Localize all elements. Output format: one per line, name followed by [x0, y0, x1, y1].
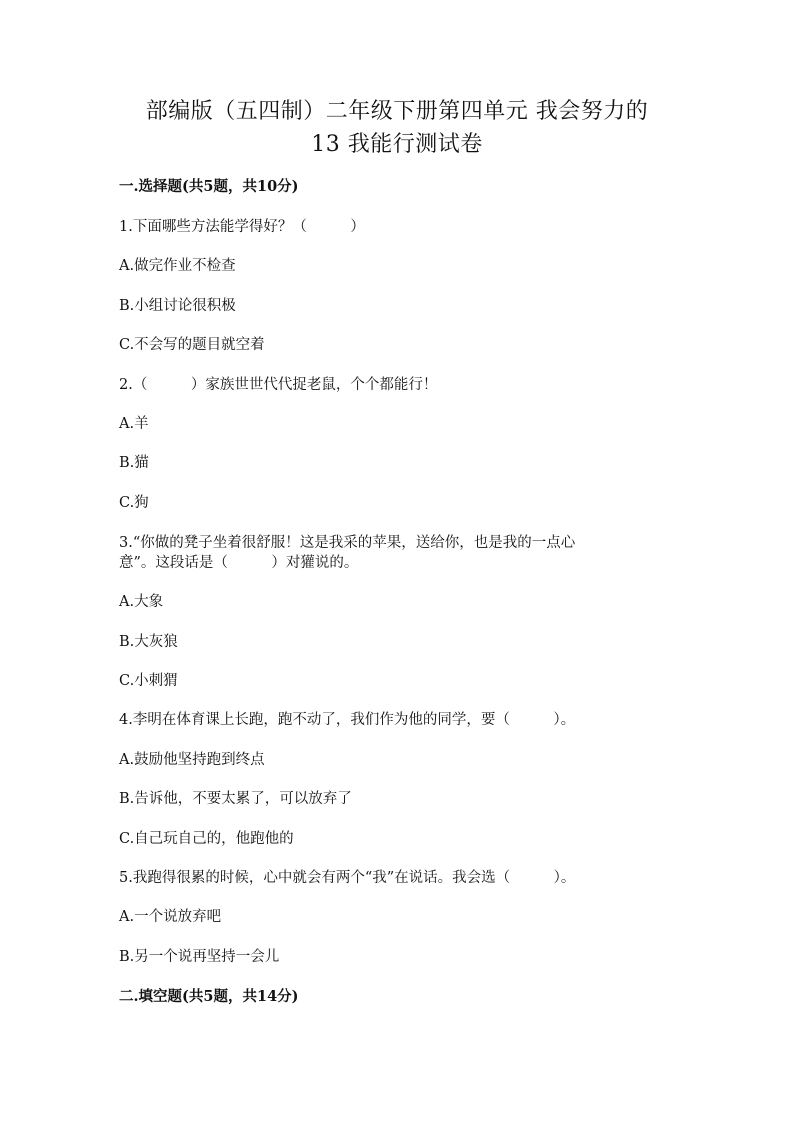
question-4-option-c: C.自己玩自己的，他跑他的	[119, 831, 294, 847]
question-4-option-b: B.告诉他，不要太累了，可以放弃了	[119, 791, 352, 807]
exam-title-line-1: 部编版（五四制）二年级下册第四单元 我会努力的	[145, 99, 649, 124]
question-3-stem-line-1: 3.“你做的凳子坐着很舒服！这是我采的苹果，送给你，也是我的一点心	[119, 535, 576, 551]
question-1-option-b: B.小组讨论很积极	[119, 298, 236, 314]
question-3-option-a: A.大象	[119, 594, 164, 610]
question-2-option-a: A.羊	[119, 416, 149, 432]
section-heading-choice: 一.选择题(共5题，共10分)	[119, 178, 299, 195]
question-5-option-a: A.一个说放弃吧	[119, 909, 222, 925]
question-1-option-a: A.做完作业不检查	[119, 258, 236, 274]
question-4-option-a: A.鼓励他坚持跑到终点	[119, 752, 265, 768]
question-2-option-c: C.狗	[119, 495, 149, 511]
question-4-stem: 4.李明在体育课上长跑，跑不动了，我们作为他的同学，要（ ）。	[119, 712, 576, 728]
question-1-stem: 1.下面哪些方法能学得好？（ ）	[119, 219, 365, 235]
question-3-option-b: B.大灰狼	[119, 634, 178, 650]
section-heading-fill-blank: 二.填空题(共5题，共14分)	[119, 988, 299, 1005]
question-2-stem: 2.（ ）家族世世代代捉老鼠，个个都能行！	[119, 377, 438, 393]
question-2-option-b: B.猫	[119, 455, 149, 471]
question-3-stem-line-2: 意”。这段话是（ ）对獾说的。	[119, 555, 359, 571]
question-1-option-c: C.不会写的题目就空着	[119, 337, 265, 353]
question-5-option-b: B.另一个说再坚持一会儿	[119, 949, 280, 965]
question-3-option-c: C.小刺猬	[119, 673, 178, 689]
question-5-stem: 5.我跑得很累的时候，心中就会有两个“我”在说话。我会选（ ）。	[119, 870, 576, 886]
exam-title-line-2: 13 我能行测试卷	[311, 132, 483, 157]
